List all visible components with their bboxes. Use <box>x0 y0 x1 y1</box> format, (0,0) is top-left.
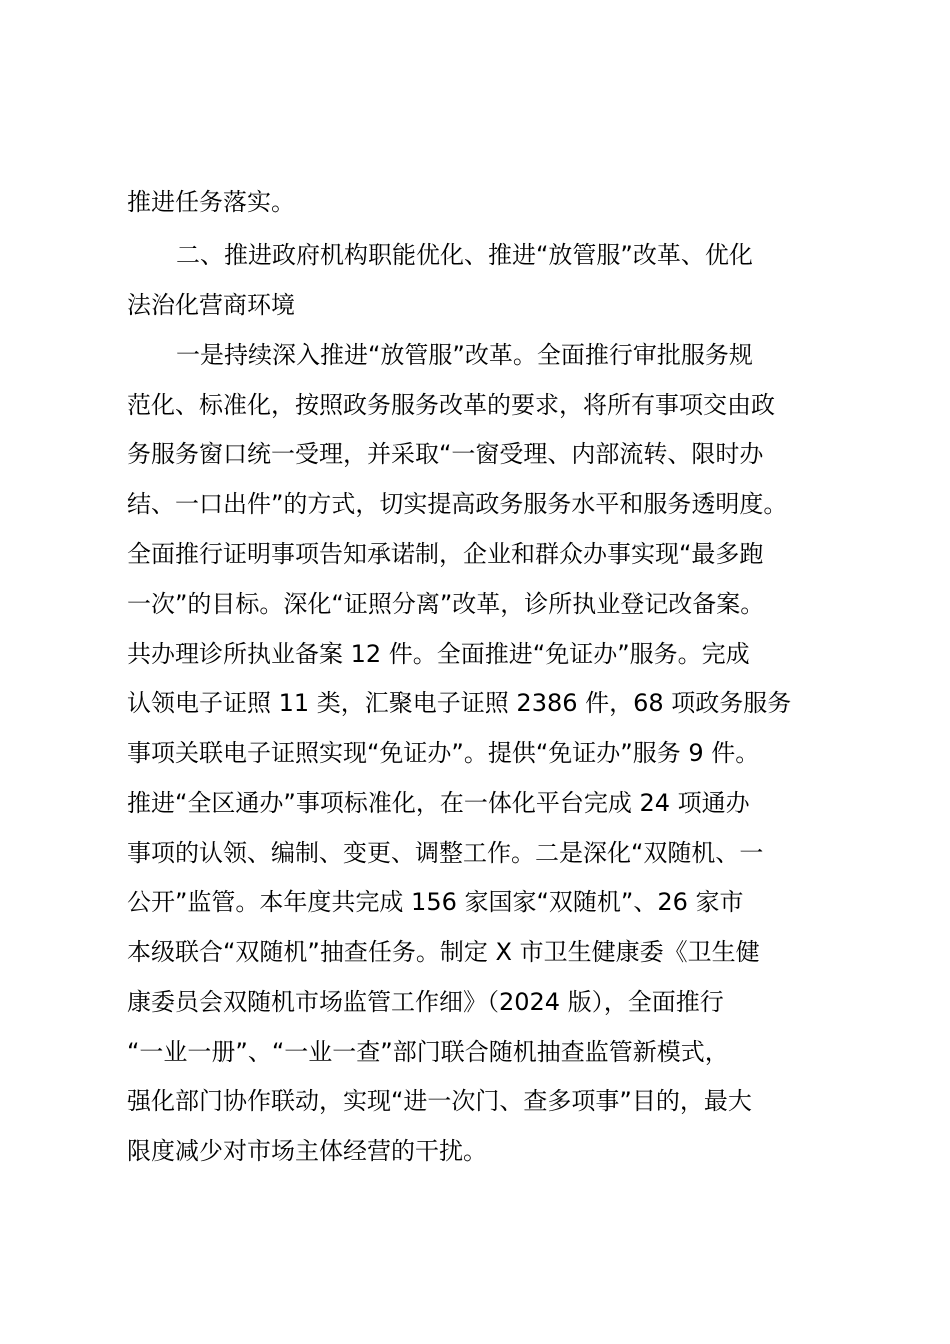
section-heading-line: 二、推进政府机构职能优化、推进“放管服”改革、优化 <box>176 241 753 269</box>
text-line: 事项关联电子证照实现“免证办”。提供“免证办”服务 9 件。 <box>127 739 760 767</box>
text-line: 范化、标准化，按照政务服务改革的要求，将所有事项交由政 <box>127 391 775 419</box>
text-line: 强化部门协作联动，实现“进一次门、查多项事”目的，最大 <box>127 1087 752 1115</box>
text-line: 推进“全区通办”事项标准化，在一体化平台完成 24 项通办 <box>127 789 750 817</box>
text-line: 本级联合“双随机”抽查任务。制定 X 市卫生健康委《卫生健 <box>127 938 760 966</box>
text-line: 认领电子证照 11 类，汇聚电子证照 2386 件，68 项政务服务 <box>127 689 792 717</box>
text-line: 一次”的目标。深化“证照分离”改革，诊所执业登记改备案。 <box>127 590 765 618</box>
section-heading-line: 法治化营商环境 <box>127 291 295 319</box>
text-line: 全面推行证明事项告知承诺制，企业和群众办事实现“最多跑 <box>127 540 764 568</box>
text-line: 公开”监管。本年度共完成 156 家国家“双随机”、26 家市 <box>127 888 744 916</box>
text-line: 推进任务落实。 <box>127 188 295 216</box>
text-line: 事项的认领、编制、变更、调整工作。二是深化“双随机、一 <box>127 839 764 867</box>
text-line: “一业一册”、“一业一查”部门联合随机抽查监管新模式， <box>127 1038 729 1066</box>
text-line: 结、一口出件”的方式，切实提高政务服务水平和服务透明度。 <box>127 490 788 518</box>
text-line: 限度减少对市场主体经营的干扰。 <box>127 1137 487 1165</box>
text-line: 一是持续深入推进“放管服”改革。全面推行审批服务规 <box>176 341 753 369</box>
text-line: 共办理诊所执业备案 12 件。全面推进“免证办”服务。完成 <box>127 640 750 668</box>
text-line: 康委员会双随机市场监管工作细》（2024 版），全面推行 <box>127 988 724 1016</box>
text-line: 务服务窗口统一受理，并采取“一窗受理、内部流转、限时办 <box>127 440 764 468</box>
